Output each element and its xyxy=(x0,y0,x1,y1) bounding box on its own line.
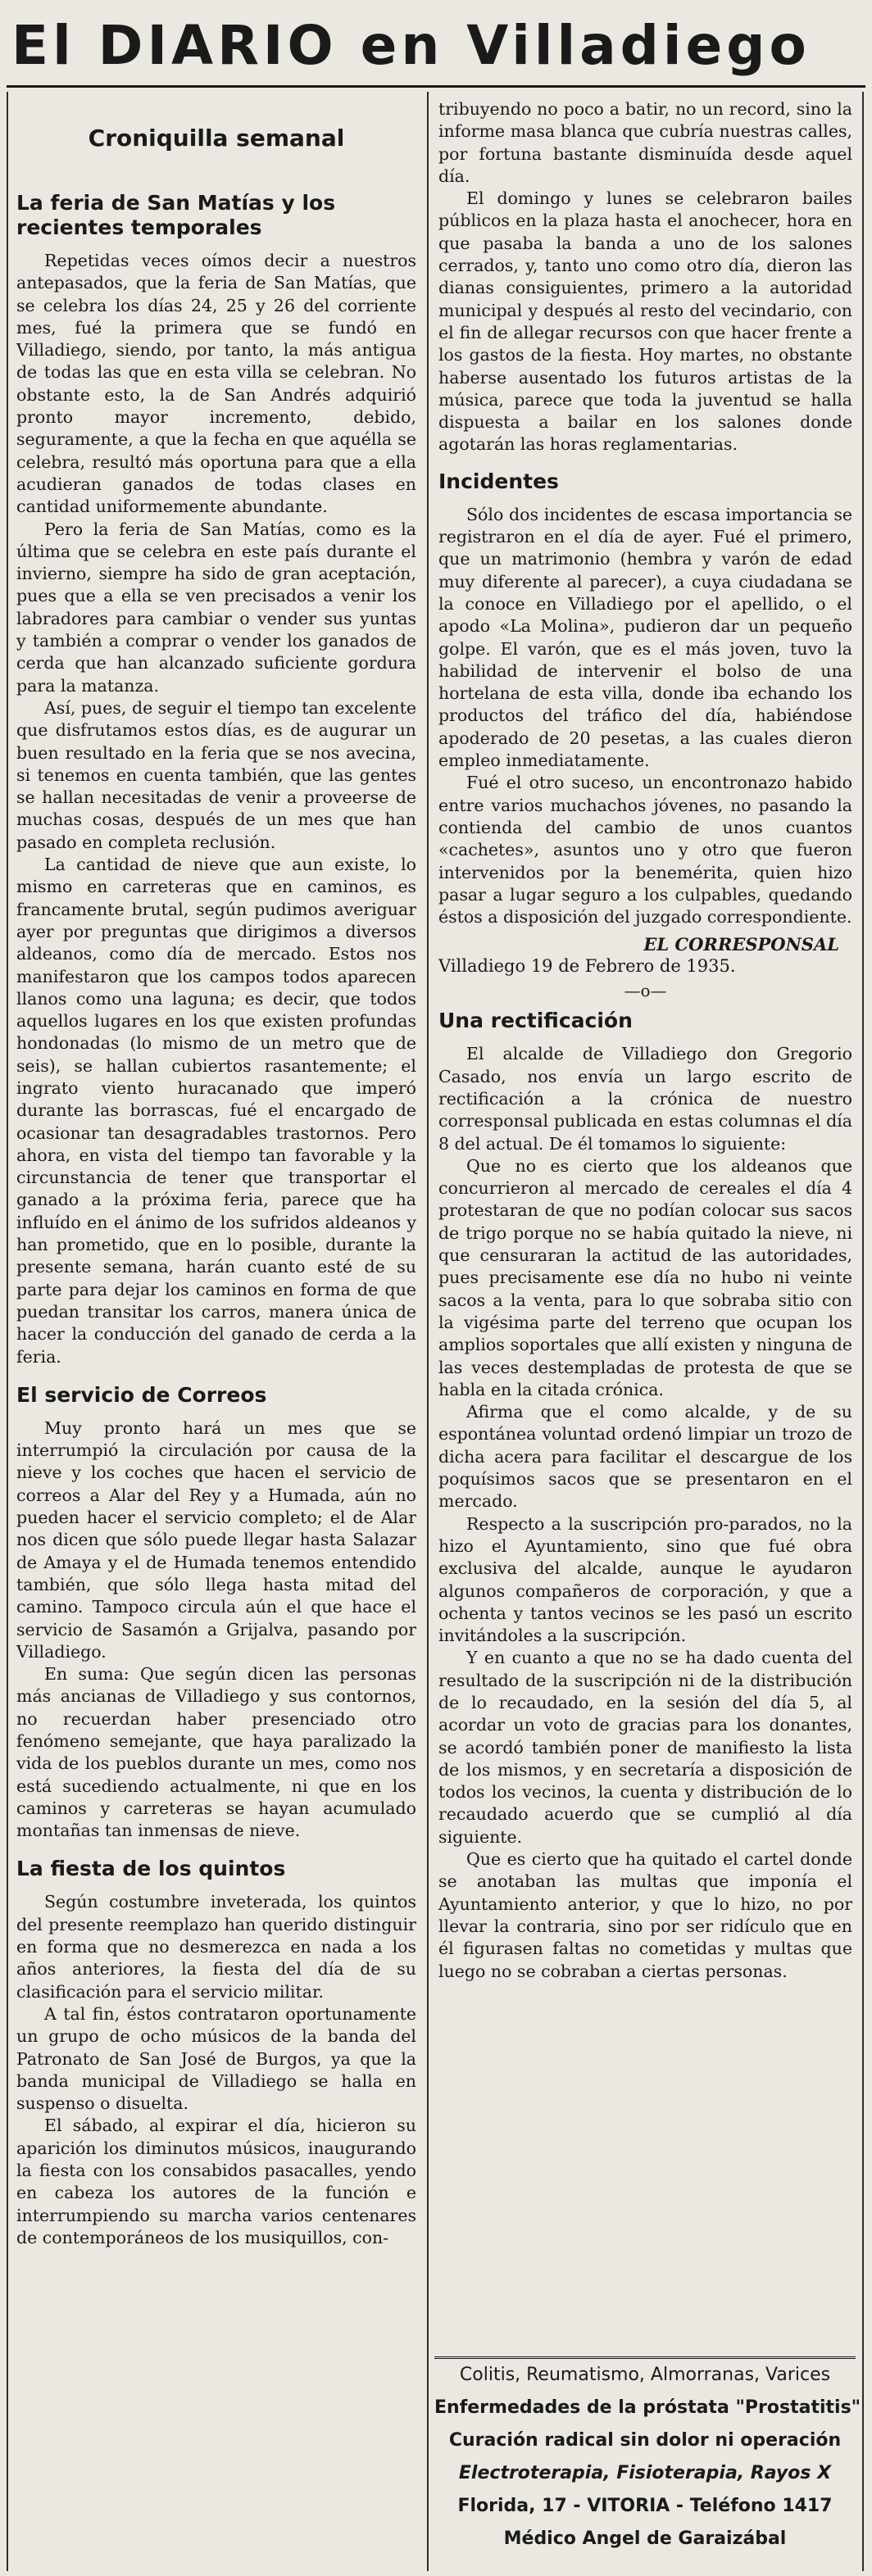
dateline: Villadiego 19 de Febrero de 1935. xyxy=(438,956,736,977)
medical-advertisement xyxy=(434,2356,861,2570)
continuation-paragraph: tribuyendo no poco a batir, no un record, sino la informe masa blanca que cubría nuestras calles, por fortuna bastante disminuída desde aquel día. xyxy=(438,99,852,186)
paragraph: Respecto a la suscripción pro-parados, no la hizo el Ayuntamiento, sino que fué obra exclusiva del alcalde, aunque le ayudaron algunos compañeros de corporación, y que a ochenta y tantos vecinos se les pasó un escrito invitándoles a la suscripción. xyxy=(438,1513,852,1646)
article-heading: Incidentes xyxy=(438,469,559,493)
paragraph: A tal fin, éstos contrataron oportunamente un grupo de ocho músicos de la banda del Patronato de San José de Burgos, ya que la banda municipal de Villadiego se halla en suspenso o disuelta. xyxy=(16,2003,416,2114)
masthead xyxy=(0,0,872,97)
column-left xyxy=(16,98,416,2569)
section-ornament: —o— xyxy=(624,981,667,1001)
paragraph: El alcalde de Villadiego don Gregorio Casado, nos envía un largo escrito de rectificación a la crónica de nuestro corresponsal publicada en estas columnas el día 8 del actual. De él tomamos lo siguiente: xyxy=(438,1044,852,1154)
paragraph: Muy pronto hará un mes que se interrumpió la circulación por causa de la nieve y los coches que hacen el servicio de correos a Alar del Rey y a Humada, aún no pueden hacer el servicio completo; el de Alar nos dicen que sólo puede llegar hasta Salazar de Amaya y el de Humada tenemos entendido también, que sólo llega hasta mitad del camino. Tampoco circula aún el que hace el servicio de Sasamón a Grijalva, pasando por Villadiego. xyxy=(16,1417,416,1662)
paragraph: Y en cuanto a que no se ha dado cuenta del resultado de la suscripción ni de la distribución de lo recaudado, en la sesión del día 5, al acordar un voto de gracias para los donantes, se acordó también poner de manifiesto la lista de los mismos, y en secretaría a disposición de todos los vecinos, la cuenta y distribución de lo recaudado acuerdo que se cumplió al día siguiente. xyxy=(438,1648,852,1847)
ad-line: Enfermedades de la próstata "Prostatitis" xyxy=(434,2397,861,2418)
paragraph: El sábado, al expirar el día, hicieron su aparición los diminutos músicos, inaugurando la fiesta con los consabidos pasacalles, yendo en cabeza los autores de la función e interrumpiendo su marcha varios centenares de contemporáneos de los musiquillos, con- xyxy=(16,2116,416,2247)
center-column-rule xyxy=(427,92,429,2571)
byline-signature: EL CORRESPONSAL xyxy=(643,934,839,955)
column-right xyxy=(438,98,852,2442)
article-heading: La fiesta de los quintos xyxy=(16,1857,286,1881)
section-kicker: Croniquilla semanal xyxy=(88,125,345,152)
article-heading: La feria de San Matías y los recientes temporales xyxy=(16,191,336,239)
paragraph: La cantidad de nieve que aun existe, lo mismo en carreteras que en caminos, es francamente brutal, según pudimos averiguar ayer por preguntas que dirigimos a diversos aldeanos, como día de mercado. Estos nos manifestaron que los campos todos aparecen llanos como una laguna; es decir, que todos aquellos lugares en los que existen profundas hondonadas (lo mismo de un metro que de seis), se hallan cubiertos rasantemente; el ingrato viento huracanado que imperó durante las borrascas, fué el encargado de ocasionar tan desagradables trastornos. Pero ahora, en vista del tiempo tan favorable y la circunstancia de tener que transportar el ganado a la próxima feria, parece que ha influído en el ánimo de los sufridos aldeanos y han prometido, que en lo posible, durante la presente semana, harán cuanto esté de su parte para dejar los caminos en forma de que puedan transitar los carros, manera única de hacer la conducción del ganado de cerda a la feria. xyxy=(16,855,416,1367)
left-column-rule xyxy=(7,92,8,2571)
paragraph: Repetidas veces oímos decir a nuestros antepasados, que la feria de San Matías, que se celebra los días 24, 25 y 26 del corriente mes, fué la primera que se fundó en Villadiego, siendo, por tanto, la más antigua de todas las que en esta villa se celebran. No obstante esto, la de San Andrés adquirió pronto mayor incremento, debido, seguramente, a que la fecha en que aquélla se celebra, resultó más oportuna para que a ella acudieran ganados de todas clases en cantidad uniformemente abundante. xyxy=(16,251,416,517)
paragraph: El domingo y lunes se celebraron bailes públicos en la plaza hasta el anochecer, hora en que pasaba la banda a uno de los salones cerrados, y, tanto uno como otro día, dieron las dianas consiguientes, primero a la autoridad municipal y después al resto del vecindario, con el fin de allegar recursos con que hacer frente a los gastos de la fiesta. Hoy martes, no obstante haberse ausentado los futuros artistas de la música, parece que toda la juventud se halla dispuesta a bailar en los salones donde agotarán las horas reglamentarias. xyxy=(438,188,852,455)
paragraph: Sólo dos incidentes de escasa importancia se registraron en el día de ayer. Fué el primero, que un matrimonio (hembra y varón de edad muy diferente al parecer), a cuya ciudadana se la conoce en Villadiego por el apellido, o el apodo «La Molina», pudieron dar un pequeño golpe. El varón, que es el más joven, tuvo la habilidad de intervenir el bolso de una hortelana de esta villa, donde iba echando los productos del tráfico del día, habiéndose apoderado de 20 pesetas, a las cuales dieron empleo inmediatamente. xyxy=(438,504,852,771)
ad-line: Electroterapia, Fisioterapia, Rayos X xyxy=(458,2463,832,2483)
paragraph: Fué el otro suceso, un encontronazo habido entre varios muchachos jóvenes, no pasando la contienda del cambio de unos cuantos «cachetes», asuntos uno y otro que fueron intervenidos por la benemérita, quien hizo pasar a lugar seguro a los culpables, quedando éstos a disposición del juzgado correspondiente. xyxy=(438,773,852,927)
right-column-rule xyxy=(862,92,864,2571)
ad-line: Curación radical sin dolor ni operación xyxy=(448,2430,842,2451)
article-heading: Una rectificación xyxy=(438,1009,633,1033)
masthead-title: El DIARIO en Villadiego xyxy=(11,14,811,77)
paragraph: Que no es cierto que los aldeanos que concurrieron al mercado de cereales el día 4 protestaran de que no podían colocar sus sacos de trigo porque no se había quitado la nieve, ni que censuraran la actitud de las autoridades, pues precisamente ese día no hubo ni veinte sacos a la venta, para lo que sobraba sitio con la vigésima parte del terreno que ocupan los amplios soportales que allí existen y ninguna de las veces destempladas de protesta de que se habla en la citada crónica. xyxy=(438,1155,852,1399)
paragraph: Así, pues, de seguir el tiempo tan excelente que disfrutamos estos días, es de augurar un buen resultado en la feria que se nos avecina, si tenemos en cuenta también, que las gentes se hallan necesitadas de venir a proveerse de muchas cosas, después de un mes que han pasado en completa reclusión. xyxy=(16,697,416,852)
ad-line: Colitis, Reumatismo, Almorranas, Varices xyxy=(459,2365,831,2385)
masthead-rule xyxy=(7,85,865,88)
paragraph: Que es cierto que ha quitado el cartel donde se anotaban las multas que imponía el Ayuntamiento anterior, y que lo hizo, no por llevar la contraria, sino por ser ridículo que en él figurasen faltas no cometidas y multas que luego no se cobraban a ciertas personas. xyxy=(438,1849,852,1981)
ad-line: Médico Angel de Garaizábal xyxy=(503,2528,787,2549)
paragraph: Según costumbre inveterada, los quintos del presente reemplazo han querido distinguir en forma que no desmerezca en nada a los años anteriores, la fiesta del día de su clasificación para el servicio militar. xyxy=(16,1892,416,2002)
ad-line: Florida, 17 - VITORIA - Teléfono 1417 xyxy=(457,2496,833,2516)
paragraph: En suma: Que según dicen las personas más ancianas de Villadiego y sus contornos, no recuerdan haber presenciado otro fenómeno semejante, que haya paralizado la vida de los pueblos durante un mes, como nos está sucediendo actualmente, ni que en los caminos y carreteras se hayan acumulado montañas tan inmensas de nieve. xyxy=(16,1664,416,1841)
paragraph: Afirma que el como alcalde, y de su espontánea voluntad ordenó limpiar un trozo de dicha acera para facilitar el descargue de los poquísimos sacos que se presentaron en el mercado. xyxy=(438,1402,852,1512)
paragraph: Pero la feria de San Matías, como es la última que se celebra en este país durante el invierno, siempre ha sido de gran aceptación, pues que a ella se ven precisados a venir los labradores para cambiar o vender sus yuntas y también a comprar o vender los ganados de cerda que han alcanzado suficiente gordura para la matanza. xyxy=(16,519,416,696)
article-heading: El servicio de Correos xyxy=(16,1382,267,1407)
